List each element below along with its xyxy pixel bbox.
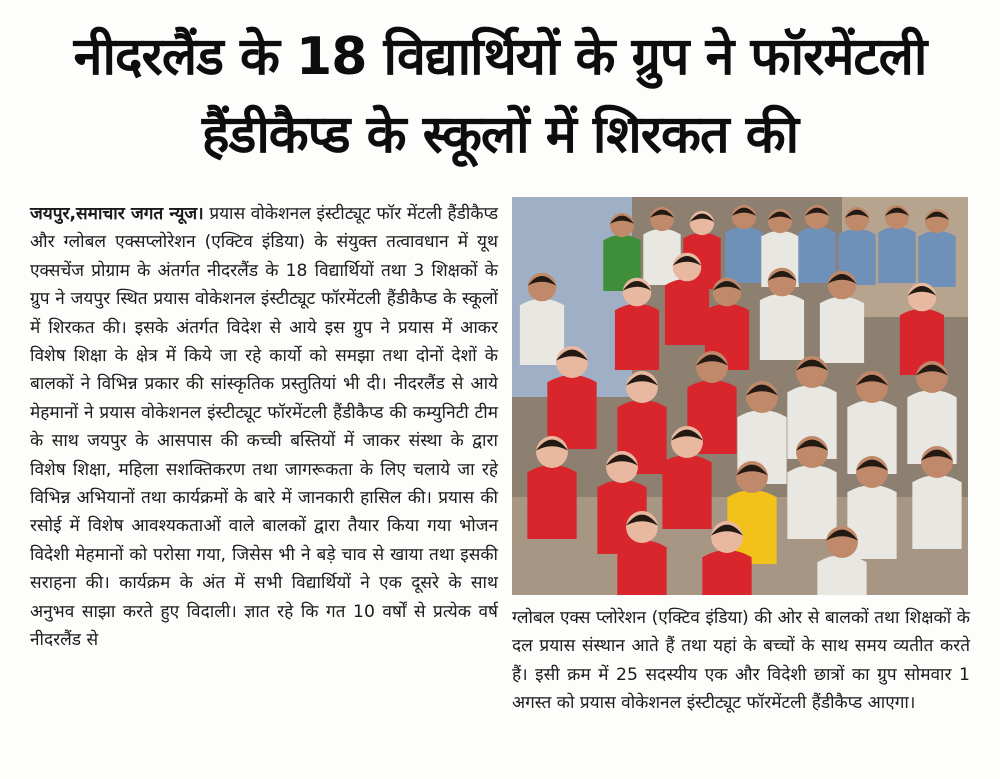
dateline: जयपुर,समाचार जगत न्यूज। [30, 204, 204, 224]
group-photo-illustration [512, 197, 968, 595]
headline-line-1: नीदरलैंड के 18 विद्यार्थियों के ग्रुप ने फॉरमेंटली [73, 27, 927, 87]
photo-caption-text: ग्लोबल एक्स प्लोरेशन (एक्टिव इंडिया) की ओर से बालकों तथा शिक्षकों के दल प्रयास संस्थान आते हैं तथा यहां के बच्चों के साथ समय व्यतीत करते हैं। इसी क्रम में 25 सदस्यीय एक और विदेशी छात्रों का ग्रुप सोमवार 1 अगस्त को प्रयास वोकेशनल इंस्टीट्यूट फॉरमेंटली हैंडीकैप्ड आएगा। [512, 608, 970, 714]
headline-line-2: हैंडीकैप्ड के स्कूलों में शिरकत की [201, 105, 799, 165]
story-column [30, 200, 498, 655]
photo-caption [512, 604, 970, 718]
group-photo [512, 197, 968, 595]
headline [0, 18, 1000, 174]
story-body: प्रयास वोकेशनल इंस्टीट्यूट फॉर मेंटली हैंडीकैप्ड और ग्लोबल एक्सप्लोरेशन (एक्टिव इंडिया) के संयुक्त तत्वावधान में यूथ एक्सचेंज प्रोग्राम के अंतर्गत नीदरलैंड के 18 विद्यार्थियों तथा 3 शिक्षकों के ग्रुप ने जयपुर स्थित प्रयास वोकेशनल इंस्टीट्यूट फॉरमेंटली हैंडीकैप्ड के स्कूलों में शिरकत की। इसके अंतर्गत विदेश से आये इस ग्रुप ने प्रयास में आकर विशेष शिक्षा के क्षेत्र में किये जा रहे कार्यो को समझा तथा दोनों देशों के बालकों ने विभिन्न प्रकार की सांस्कृतिक प्रस्तुतियां भी दी। नीदरलैंड से आये मेहमानों ने प्रयास वोकेशनल इंस्टीट्यूट फॉरमेंटली हैंडीकैप्ड की कम्युनिटी टीम के साथ जयपुर के आसपास की कच्ची बस्तियों में जाकर संस्था के द्वारा विशेष शिक्षा, महिला सशक्तिकरण तथा जागरूकता के लिए चलाये जा रहे विभिन्न अभियानों तथा कार्यक्रमों के बारे में जानकारी हासिल की। प्रयास की रसोई में विशेष आवश्यकताओं वाले बालकों द्वारा तैयार किया गया भोजन विदेशी मेहमानों को परोसा गया, जिसेस भी ने बड़े चाव से खाया तथा इसकी सराहना की। कार्यक्रम के अंत में सभी विद्यार्थियों ने एक दूसरे के साथ अनुभव साझा करते हुए विदाली। ज्ञात रहे कि गत 10 वर्षों से प्रत्येक वर्ष नीदरलैंड से [30, 204, 499, 651]
